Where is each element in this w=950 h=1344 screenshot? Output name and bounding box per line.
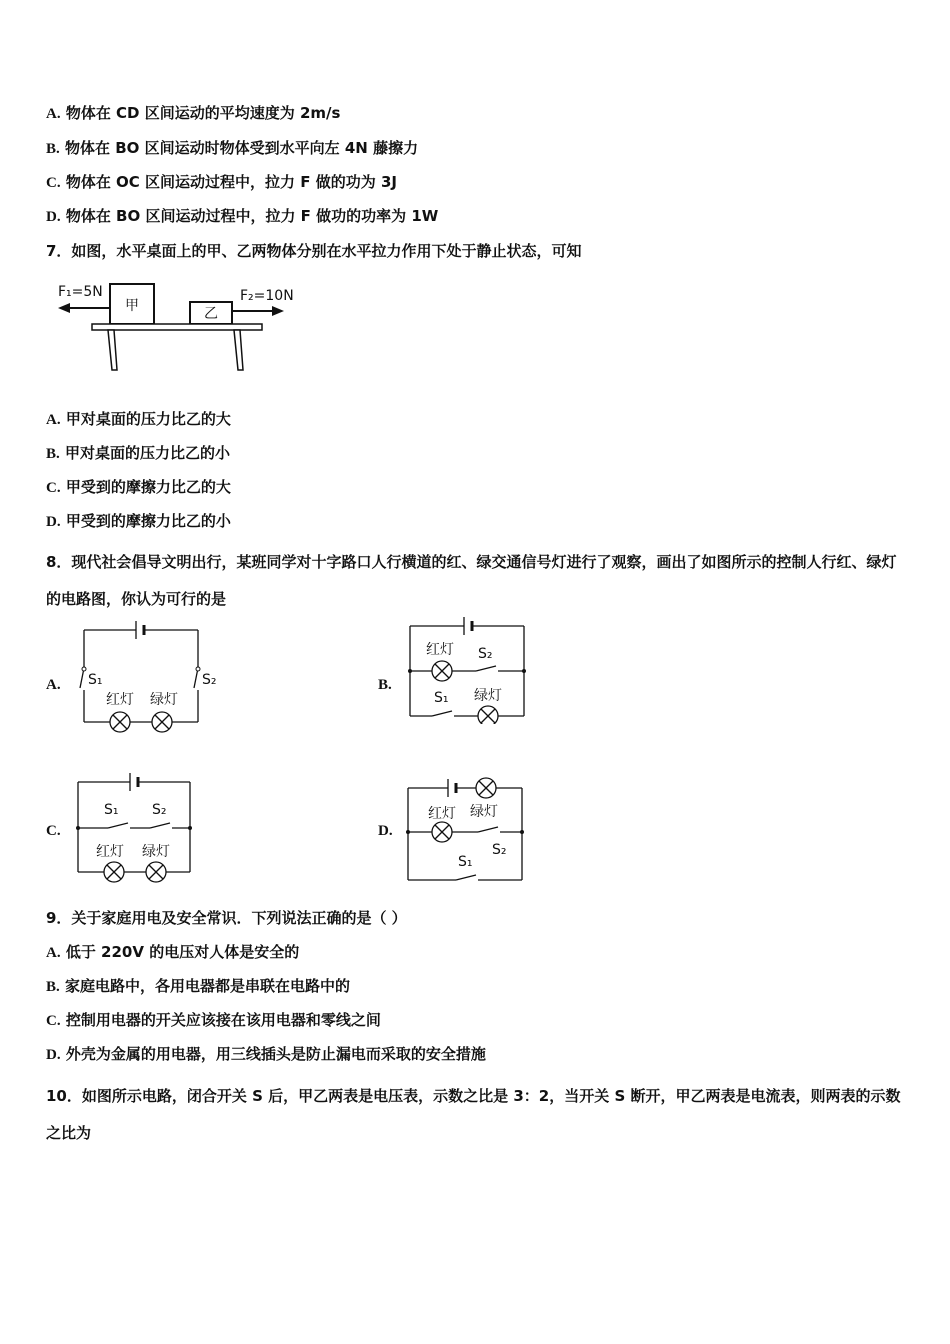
- q7-option-c: C. 甲受到的摩擦力比乙的大: [46, 478, 231, 496]
- q7-f2-label: F₂=10N: [240, 288, 294, 304]
- q9-option-c: C. 控制用电器的开关应该接在该用电器和零线之间: [46, 1011, 381, 1029]
- svg-text:绿灯: 绿灯: [470, 804, 498, 820]
- svg-text:红灯: 红灯: [426, 642, 454, 658]
- q7-figure-table: [52, 278, 302, 378]
- q8-option-c-mark: C.: [46, 823, 61, 839]
- q6-option-a: A. 物体在 CD 区间运动的平均速度为 2m/s: [46, 104, 341, 122]
- q8-option-a-mark: A.: [46, 677, 61, 693]
- svg-text:绿灯: 绿灯: [474, 688, 502, 704]
- q9-option-a: A. 低于 220V 的电压对人体是安全的: [46, 943, 300, 961]
- svg-text:S₁: S₁: [434, 690, 449, 706]
- svg-text:甲: 甲: [125, 298, 139, 314]
- svg-text:S₁: S₁: [88, 672, 103, 688]
- svg-text:乙: 乙: [204, 306, 218, 322]
- q8-circuit-a: [72, 618, 232, 748]
- q7-f1-label: F₁=5N: [58, 284, 103, 300]
- q7-option-d: D. 甲受到的摩擦力比乙的小: [46, 512, 231, 530]
- svg-text:S₂: S₂: [478, 646, 493, 662]
- svg-text:S₂: S₂: [492, 842, 507, 858]
- q8-stem: 8．现代社会倡导文明出行，某班同学对十字路口人行横道的红、绿交通信号灯进行了观察，画出了如图所示的控制人行红、绿灯的电路图，你认为可行的是: [46, 553, 897, 608]
- q9-stem: 9．关于家庭用电及安全常识．下列说法正确的是（ ）: [46, 909, 407, 927]
- svg-text:绿灯: 绿灯: [150, 692, 178, 708]
- q8-circuit-b: [400, 614, 540, 724]
- svg-text:绿灯: 绿灯: [142, 844, 170, 860]
- q8-option-b-mark: B.: [378, 677, 392, 693]
- q6-option-b: B. 物体在 BO 区间运动时物体受到水平向左 4N 藤擦力: [46, 139, 419, 157]
- q10-stem: 10．如图所示电路，闭合开关 S 后，甲乙两表是电压表，示数之比是 3：2，当开关 S 断开，甲乙两表是电流表，则两表的示数之比为: [46, 1087, 901, 1142]
- svg-text:S₂: S₂: [202, 672, 217, 688]
- svg-text:红灯: 红灯: [96, 844, 124, 860]
- q8-circuit-d: [398, 770, 538, 890]
- q7-option-b: B. 甲对桌面的压力比乙的小: [46, 444, 231, 462]
- svg-text:S₂: S₂: [152, 802, 167, 818]
- q8-option-d-mark: D.: [378, 823, 393, 839]
- svg-text:S₁: S₁: [458, 854, 473, 870]
- q7-option-a: A. 甲对桌面的压力比乙的大: [46, 410, 231, 428]
- q6-option-d: D. 物体在 BO 区间运动过程中，拉力 F 做功的功率为 1W: [46, 207, 439, 225]
- q9-option-b: B. 家庭电路中，各用电器都是串联在电路中的: [46, 977, 351, 995]
- q6-option-c: C. 物体在 OC 区间运动过程中，拉力 F 做的功为 3J: [46, 173, 397, 191]
- q7-stem: 7．如图，水平桌面上的甲、乙两物体分别在水平拉力作用下处于静止状态，可知: [46, 242, 582, 260]
- q8-circuit-c: [68, 768, 208, 888]
- svg-text:S₁: S₁: [104, 802, 119, 818]
- svg-text:红灯: 红灯: [428, 806, 456, 822]
- svg-text:红灯: 红灯: [106, 692, 134, 708]
- q9-option-d: D. 外壳为金属的用电器，用三线插头是防止漏电而采取的安全措施: [46, 1045, 486, 1063]
